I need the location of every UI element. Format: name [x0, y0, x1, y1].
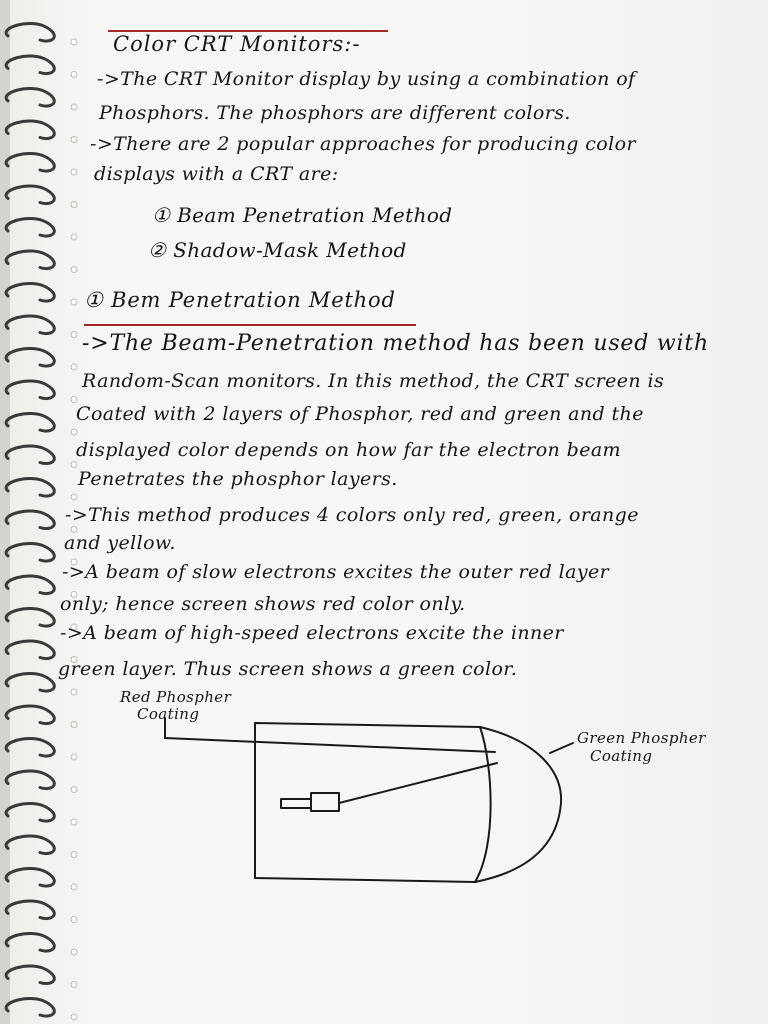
spiral-coil [6, 998, 54, 1016]
punch-hole [71, 722, 77, 728]
punch-hole [71, 397, 77, 403]
punch-hole [71, 299, 77, 305]
punch-hole [71, 462, 77, 468]
intro-line-3: ->There are 2 popular approaches for producing color [90, 133, 636, 155]
punch-hole [71, 494, 77, 500]
green-phosphor-pointer [550, 743, 573, 753]
spiral-coil [6, 543, 54, 561]
spiral-coil [6, 478, 54, 496]
body-line-5: Penetrates the phosphor layers. [78, 468, 398, 490]
spiral-coil [6, 641, 54, 659]
body-line-1: ->The Beam-Penetration method has been used with [82, 331, 709, 356]
punch-hole [71, 364, 77, 370]
punch-hole [71, 982, 77, 988]
spiral-coil [6, 381, 54, 399]
spiral-coil [6, 771, 54, 789]
punch-hole [71, 689, 77, 695]
body-line-10: ->A beam of high-speed electrons excite the inner [60, 622, 564, 644]
spiral-coil [6, 316, 54, 334]
red-phosphor-label-line2: Coating [137, 705, 200, 723]
punch-hole [71, 137, 77, 143]
spiral-coil [6, 706, 54, 724]
intro-line-4: displays with a CRT are: [94, 163, 339, 185]
crt-beam-penetration-diagram [95, 685, 755, 900]
body-line-8: ->A beam of slow electrons excites the outer red layer [62, 561, 610, 583]
spiral-coil [6, 121, 54, 139]
spiral-coil [6, 251, 54, 269]
page-title: Color CRT Monitors:- [113, 32, 361, 56]
body-line-7: and yellow. [64, 532, 176, 554]
electron-beam [339, 763, 497, 803]
punch-hole [71, 949, 77, 955]
body-line-9: only; hence screen shows red color only. [60, 593, 466, 615]
body-line-4: displayed color depends on how far the electron beam [76, 439, 621, 461]
punch-hole [71, 754, 77, 760]
body-line-6: ->This method produces 4 colors only red, green, orange [65, 504, 639, 526]
spiral-coil [6, 576, 54, 594]
green-phosphor-label-line2: Coating [590, 747, 653, 765]
body-line-3: Coated with 2 layers of Phosphor, red and green and the [76, 403, 644, 425]
crt-screen-inner-edge [475, 727, 491, 882]
punch-hole [71, 234, 77, 240]
section-heading-underline [84, 324, 416, 326]
spiral-coil [6, 283, 54, 301]
punch-hole [71, 917, 77, 923]
spiral-coil [6, 933, 54, 951]
punch-hole [71, 852, 77, 858]
spiral-coil [6, 966, 54, 984]
crt-screen-face [475, 727, 561, 882]
punch-hole [71, 104, 77, 110]
green-phosphor-label-line1: Green Phospher [577, 729, 706, 747]
body-line-11: green layer. Thus screen shows a green color. [58, 658, 518, 680]
spiral-coil [6, 673, 54, 691]
spiral-coil [6, 186, 54, 204]
punch-hole [71, 1014, 77, 1020]
spiral-coil [6, 153, 54, 171]
spiral-coil [6, 348, 54, 366]
spiral-coil [6, 88, 54, 106]
punch-hole [71, 332, 77, 338]
red-phosphor-label-line1: Red Phospher [120, 688, 232, 706]
punch-hole [71, 429, 77, 435]
punch-hole [71, 884, 77, 890]
punch-hole [71, 169, 77, 175]
method-item-2: ② Shadow-Mask Method [148, 238, 407, 262]
title-overline [108, 30, 388, 32]
spiral-coil [6, 836, 54, 854]
spiral-coil [6, 738, 54, 756]
spiral-coil [6, 511, 54, 529]
punch-hole [71, 39, 77, 45]
electron-gun [311, 793, 339, 811]
punch-hole [71, 819, 77, 825]
red-phosphor-layer-line [165, 738, 495, 752]
intro-line-2: Phosphors. The phosphors are different colors. [99, 102, 571, 124]
spiral-coil [6, 413, 54, 431]
intro-line-1: ->The CRT Monitor display by using a combination of [97, 68, 636, 90]
spiral-coil [6, 56, 54, 74]
spiral-coil [6, 23, 54, 41]
spiral-coil [6, 608, 54, 626]
spiral-coil [6, 803, 54, 821]
spiral-coil [6, 218, 54, 236]
body-line-2: Random-Scan monitors. In this method, the CRT screen is [82, 370, 665, 392]
spiral-coil [6, 868, 54, 886]
section-heading: ① Bem Penetration Method [84, 288, 396, 312]
punch-hole [71, 72, 77, 78]
spiral-coil [6, 901, 54, 919]
spiral-coil [6, 446, 54, 464]
method-item-1: ① Beam Penetration Method [152, 203, 453, 227]
punch-hole [71, 787, 77, 793]
punch-hole [71, 202, 77, 208]
electron-gun-stem [281, 799, 311, 808]
punch-hole [71, 267, 77, 273]
